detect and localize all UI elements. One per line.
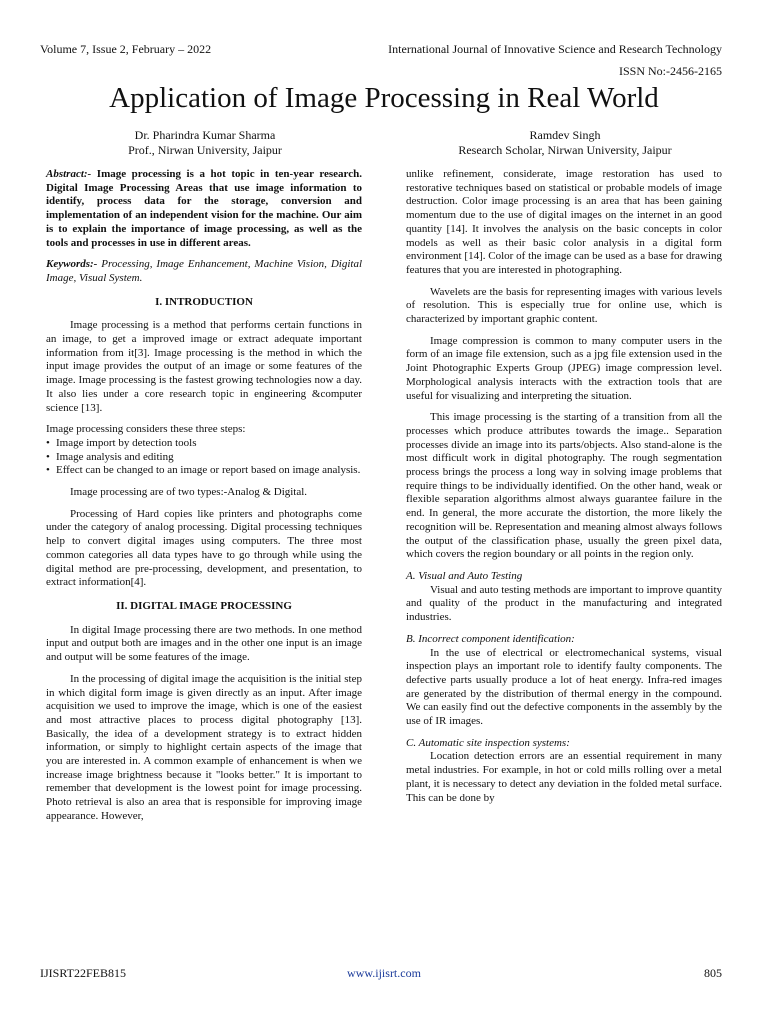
issn: ISSN No:-2456-2165 <box>618 64 722 78</box>
paragraph: unlike refinement, considerate, image restoration has used to restorative techniques based on statistical or probable models of image destruction. Color image processing is an area that has been gaining momentum due to the use of digital images on the internet in an good quantity [14]. It involves the analysis on the basic concepts in color models as well as their basic color analysis in a digital form environment [14]. Color of the image can be used as a base for drawing features that you are interested in photographing. <box>406 168 722 276</box>
paper-id: IJISRT22FEB815 <box>40 966 126 980</box>
right-column <box>406 168 722 813</box>
paragraph: Wavelets are the basis for representing images with various levels of resolution. This is especially true for online use, which is characterized by important graphic content. <box>406 285 722 326</box>
steps-intro: Image processing considers these three steps: <box>46 423 246 436</box>
paragraph: Image processing is a method that performs certain functions in an image, to get a improved image or extract adequate important information from it[3]. Image processing is the method in which the input image provides the output of an image or some features of the image. Image processing is the fastest growing technologies now a day. It also lies under a core research topic in engineering &computer science [13]. <box>46 319 362 414</box>
paragraph: Location detection errors are an essential requirement in many metal industries. For example, in hot or cold mills rolling over a metal plant, it is necessary to detect any deviation in the folded metal surface. This can be done by <box>406 750 722 804</box>
paper-title: Application of Image Processing in Real World <box>109 82 659 114</box>
paragraph: Image compression is common to many computer users in the form of an image file extension, such as a jpg file extension used in the Joint Photographic Experts Group (JPEG) image compression level. Morphological analysis interacts with the extraction tools that are useful for visualizing and interpreting the situation. <box>406 334 722 402</box>
subsection-heading: B. Incorrect component identification: <box>406 632 575 645</box>
keywords <box>46 258 362 285</box>
paragraph: Image processing are of two types:-Analog & Digital. <box>70 486 308 499</box>
journal-url-link[interactable]: www.ijisrt.com <box>347 966 421 980</box>
subsection-heading: C. Automatic site inspection systems: <box>406 736 570 749</box>
list-item: • Image import by detection tools <box>46 436 197 449</box>
bullet-icon: • <box>46 450 50 463</box>
volume-issue: Volume 7, Issue 2, February – 2022 <box>40 42 212 56</box>
journal-name: International Journal of Innovative Science and Research Technology <box>388 42 722 56</box>
section-heading-introduction: I. INTRODUCTION <box>155 295 253 308</box>
keywords-text: Processing, Image Enhancement, Machine Vision, Digital Image, Visual System. <box>46 258 362 284</box>
bullet-icon: • <box>46 436 50 449</box>
abstract <box>46 168 362 250</box>
left-column <box>46 168 362 832</box>
paragraph: In the processing of digital image the acquisition is the initial step in which digital form image is given directly as an input. After image acquisition we used to improve the image, which is one of the easiest and most attractive places to process digital photography [13]. Basically, the idea of a development strategy is to extract hidden information, or simply to highlight certain aspects of the image that you are interested in. A common example of enhancement is when we increase image brightness because it "looks better." It is important to remember that development is the lowest point for image processing. Photo retrieval is also an area that is responsible for improving image appearance. However, <box>46 672 362 822</box>
steps-list <box>46 437 362 478</box>
author-affiliation: Prof., Nirwan University, Jaipur <box>128 143 282 157</box>
paragraph: In digital Image processing there are two methods. In one method input and output both are images and in the other one input is an image and output will be some features of the image. <box>46 623 362 664</box>
abstract-label: Abstract:- <box>46 168 92 180</box>
author-block-2 <box>400 128 730 158</box>
list-item: • Effect can be changed to an image or report based on image analysis. <box>46 464 361 477</box>
abstract-text: Image processing is a hot topic in ten-year research. Digital Image Processing Areas that use image information to identify, process data for the storage, conversion and implementation of an independent vision for the machine. Our aim is to explain the importance of image processing, as well as the tools and processes in use in different areas. <box>46 168 362 249</box>
author-affiliation: Research Scholar, Nirwan University, Jaipur <box>458 143 672 157</box>
bullet-icon: • <box>46 464 50 477</box>
author-block-1 <box>40 128 370 158</box>
keywords-label: Keywords:- <box>46 258 98 271</box>
paragraph: In the use of electrical or electromechanical systems, visual inspection plays an important role to identify faulty components. The defective parts usually produce a lot of heat energy. Infra-red images are generated by the distribution of thermal energy in the compound. We can easily find out the defective components in the assembly by the use of IR images. <box>406 646 722 728</box>
section-heading-digital-image-processing: II. DIGITAL IMAGE PROCESSING <box>116 599 292 612</box>
page-number: 805 <box>704 966 722 980</box>
list-item: • Image analysis and editing <box>46 450 174 463</box>
author-name: Ramdev Singh <box>529 128 601 142</box>
subsection-heading: A. Visual and Auto Testing <box>406 569 523 582</box>
author-name: Dr. Pharindra Kumar Sharma <box>134 128 276 142</box>
paragraph: This image processing is the starting of a transition from all the processes which produce attributes towards the image.. Separation processes divide an image into its parts/objects. Also stand-alone is the most difficult work in digital photography. The rough segmentation process brings the process a long way in solving image problems that require things to be individually identified. On the other hand, weak or flexible separation algorithms almost always guarantee failure in the end. In general, the more accurate the distortion, the more likely the recognition will be. Representation and meaning almost always follows the output of the classification phase, usually the green pixel data, which covers the region boundary or all points in the region only. <box>406 411 722 561</box>
paragraph: Visual and auto testing methods are important to improve quantity and quality of the product in the manufacturing and integrated industries. <box>406 583 722 624</box>
paragraph: Processing of Hard copies like printers and photographs come under the category of analog processing. Digital processing techniques help to convert digital images using computers. The three most common categories all data types have to go through while using the digital method are pre-processing, development, and presentation, to extract information[4]. <box>46 507 362 589</box>
